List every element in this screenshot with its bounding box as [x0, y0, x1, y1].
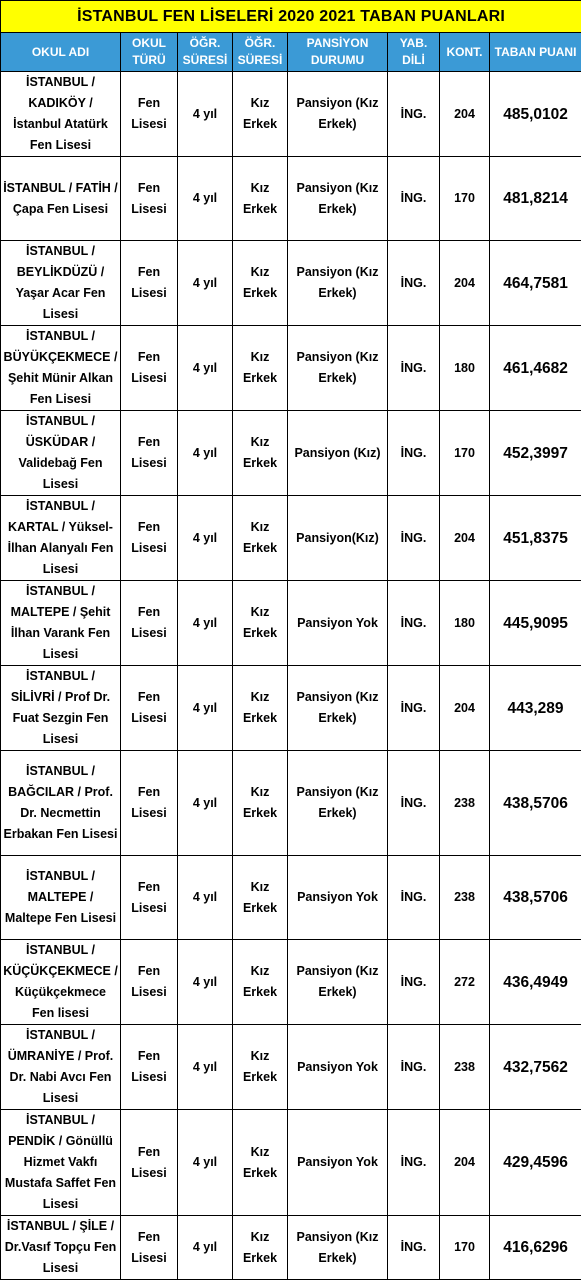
- base-score-cell: 416,6296: [490, 1216, 581, 1280]
- dormitory-cell: Pansiyon (Kız Erkek): [288, 72, 388, 157]
- column-header: PANSİYON DURUMU: [288, 33, 388, 72]
- school-type-cell: Fen Lisesi: [121, 856, 178, 940]
- table-row: [1, 666, 581, 751]
- duration-cell: 4 yıl: [178, 666, 233, 751]
- language-cell: İNG.: [388, 751, 440, 856]
- table-row: [1, 496, 581, 581]
- column-header: ÖĞR. SÜRESİ: [233, 33, 288, 72]
- column-header: ÖĞR. SÜRESİ: [178, 33, 233, 72]
- dormitory-cell: Pansiyon Yok: [288, 856, 388, 940]
- language-cell: İNG.: [388, 1110, 440, 1216]
- school-type-cell: Fen Lisesi: [121, 1110, 178, 1216]
- table-row: [1, 1216, 581, 1280]
- table-row: [1, 940, 581, 1025]
- quota-cell: 180: [440, 581, 490, 666]
- gender-cell: Kız Erkek: [233, 1216, 288, 1280]
- school-type-cell: Fen Lisesi: [121, 940, 178, 1025]
- column-header: KONT.: [440, 33, 490, 72]
- quota-cell: 272: [440, 940, 490, 1025]
- duration-cell: 4 yıl: [178, 157, 233, 241]
- duration-cell: 4 yıl: [178, 411, 233, 496]
- dormitory-cell: Pansiyon Yok: [288, 1025, 388, 1110]
- school-name-cell: İSTANBUL / MALTEPE / Maltepe Fen Lisesi: [1, 856, 121, 940]
- school-name-cell: İSTANBUL / FATİH / Çapa Fen Lisesi: [1, 157, 121, 241]
- gender-cell: Kız Erkek: [233, 940, 288, 1025]
- quota-cell: 170: [440, 157, 490, 241]
- base-score-cell: 451,8375: [490, 496, 581, 581]
- quota-cell: 170: [440, 1216, 490, 1280]
- table-row: [1, 241, 581, 326]
- quota-cell: 204: [440, 72, 490, 157]
- gender-cell: Kız Erkek: [233, 666, 288, 751]
- dormitory-cell: Pansiyon (Kız Erkek): [288, 751, 388, 856]
- gender-cell: Kız Erkek: [233, 411, 288, 496]
- school-name-cell: İSTANBUL / MALTEPE / Şehit İlhan Varank Fen Lisesi: [1, 581, 121, 666]
- base-score-cell: 461,4682: [490, 326, 581, 411]
- duration-cell: 4 yıl: [178, 241, 233, 326]
- language-cell: İNG.: [388, 72, 440, 157]
- base-score-cell: 443,289: [490, 666, 581, 751]
- dormitory-cell: Pansiyon Yok: [288, 581, 388, 666]
- duration-cell: 4 yıl: [178, 496, 233, 581]
- page-title: İSTANBUL FEN LİSELERİ 2020 2021 TABAN PUANLARI: [1, 1, 581, 33]
- gender-cell: Kız Erkek: [233, 326, 288, 411]
- base-score-cell: 436,4949: [490, 940, 581, 1025]
- school-name-cell: İSTANBUL / KADIKÖY / İstanbul Atatürk Fen Lisesi: [1, 72, 121, 157]
- language-cell: İNG.: [388, 496, 440, 581]
- base-score-cell: 481,8214: [490, 157, 581, 241]
- dormitory-cell: Pansiyon (Kız Erkek): [288, 666, 388, 751]
- table-row: [1, 1110, 581, 1216]
- quota-cell: 204: [440, 666, 490, 751]
- duration-cell: 4 yıl: [178, 1110, 233, 1216]
- quota-cell: 204: [440, 241, 490, 326]
- quota-cell: 204: [440, 1110, 490, 1216]
- duration-cell: 4 yıl: [178, 1025, 233, 1110]
- quota-cell: 238: [440, 1025, 490, 1110]
- school-type-cell: Fen Lisesi: [121, 411, 178, 496]
- quota-cell: 204: [440, 496, 490, 581]
- table-row: [1, 751, 581, 856]
- school-type-cell: Fen Lisesi: [121, 241, 178, 326]
- duration-cell: 4 yıl: [178, 1216, 233, 1280]
- language-cell: İNG.: [388, 241, 440, 326]
- base-score-cell: 464,7581: [490, 241, 581, 326]
- base-score-cell: 452,3997: [490, 411, 581, 496]
- gender-cell: Kız Erkek: [233, 72, 288, 157]
- table-row: [1, 157, 581, 241]
- column-header: OKUL TÜRÜ: [121, 33, 178, 72]
- school-name-cell: İSTANBUL / KARTAL / Yüksel-İlhan Alanyalı Fen Lisesi: [1, 496, 121, 581]
- dormitory-cell: Pansiyon (Kız Erkek): [288, 241, 388, 326]
- table-row: [1, 856, 581, 940]
- gender-cell: Kız Erkek: [233, 1110, 288, 1216]
- language-cell: İNG.: [388, 157, 440, 241]
- language-cell: İNG.: [388, 940, 440, 1025]
- base-score-cell: 445,9095: [490, 581, 581, 666]
- gender-cell: Kız Erkek: [233, 1025, 288, 1110]
- base-score-cell: 438,5706: [490, 856, 581, 940]
- dormitory-cell: Pansiyon (Kız Erkek): [288, 1216, 388, 1280]
- dormitory-cell: Pansiyon (Kız Erkek): [288, 940, 388, 1025]
- language-cell: İNG.: [388, 666, 440, 751]
- base-score-cell: 429,4596: [490, 1110, 581, 1216]
- gender-cell: Kız Erkek: [233, 496, 288, 581]
- school-name-cell: İSTANBUL / ÜSKÜDAR / Validebağ Fen Lisesi: [1, 411, 121, 496]
- dormitory-cell: Pansiyon (Kız): [288, 411, 388, 496]
- school-type-cell: Fen Lisesi: [121, 581, 178, 666]
- table-row: [1, 326, 581, 411]
- table-row: [1, 72, 581, 157]
- language-cell: İNG.: [388, 581, 440, 666]
- duration-cell: 4 yıl: [178, 940, 233, 1025]
- quota-cell: 180: [440, 326, 490, 411]
- gender-cell: Kız Erkek: [233, 157, 288, 241]
- dormitory-cell: Pansiyon(Kız): [288, 496, 388, 581]
- school-type-cell: Fen Lisesi: [121, 751, 178, 856]
- school-type-cell: Fen Lisesi: [121, 666, 178, 751]
- school-name-cell: İSTANBUL / BAĞCILAR / Prof. Dr. Necmettin Erbakan Fen Lisesi: [1, 751, 121, 856]
- quota-cell: 238: [440, 856, 490, 940]
- duration-cell: 4 yıl: [178, 326, 233, 411]
- gender-cell: Kız Erkek: [233, 581, 288, 666]
- base-score-cell: 438,5706: [490, 751, 581, 856]
- school-name-cell: İSTANBUL / SİLİVRİ / Prof Dr. Fuat Sezgin Fen Lisesi: [1, 666, 121, 751]
- dormitory-cell: Pansiyon Yok: [288, 1110, 388, 1216]
- language-cell: İNG.: [388, 411, 440, 496]
- base-score-cell: 485,0102: [490, 72, 581, 157]
- column-header: OKUL ADI: [1, 33, 121, 72]
- school-name-cell: İSTANBUL / PENDİK / Gönüllü Hizmet Vakfı Mustafa Saffet Fen Lisesi: [1, 1110, 121, 1216]
- base-score-cell: 432,7562: [490, 1025, 581, 1110]
- gender-cell: Kız Erkek: [233, 751, 288, 856]
- school-type-cell: Fen Lisesi: [121, 1025, 178, 1110]
- table-row: [1, 581, 581, 666]
- dormitory-cell: Pansiyon (Kız Erkek): [288, 326, 388, 411]
- gender-cell: Kız Erkek: [233, 241, 288, 326]
- language-cell: İNG.: [388, 856, 440, 940]
- gender-cell: Kız Erkek: [233, 856, 288, 940]
- header-row: [1, 33, 581, 72]
- language-cell: İNG.: [388, 1216, 440, 1280]
- school-name-cell: İSTANBUL / ŞİLE / Dr.Vasıf Topçu Fen Lisesi: [1, 1216, 121, 1280]
- quota-cell: 170: [440, 411, 490, 496]
- school-name-cell: İSTANBUL / BEYLİKDÜZÜ / Yaşar Acar Fen Lisesi: [1, 241, 121, 326]
- column-header: TABAN PUANI: [490, 33, 581, 72]
- duration-cell: 4 yıl: [178, 856, 233, 940]
- duration-cell: 4 yıl: [178, 72, 233, 157]
- school-type-cell: Fen Lisesi: [121, 72, 178, 157]
- language-cell: İNG.: [388, 326, 440, 411]
- school-name-cell: İSTANBUL / ÜMRANİYE / Prof. Dr. Nabi Avcı Fen Lisesi: [1, 1025, 121, 1110]
- table-row: [1, 411, 581, 496]
- quota-cell: 238: [440, 751, 490, 856]
- school-type-cell: Fen Lisesi: [121, 326, 178, 411]
- duration-cell: 4 yıl: [178, 581, 233, 666]
- school-name-cell: İSTANBUL / BÜYÜKÇEKMECE / Şehit Münir Alkan Fen Lisesi: [1, 326, 121, 411]
- school-type-cell: Fen Lisesi: [121, 1216, 178, 1280]
- school-type-cell: Fen Lisesi: [121, 157, 178, 241]
- school-name-cell: İSTANBUL / KÜÇÜKÇEKMECE / Küçükçekmece Fen lisesi: [1, 940, 121, 1025]
- duration-cell: 4 yıl: [178, 751, 233, 856]
- dormitory-cell: Pansiyon (Kız Erkek): [288, 157, 388, 241]
- column-header: YAB. DİLİ: [388, 33, 440, 72]
- table-row: [1, 1025, 581, 1110]
- school-type-cell: Fen Lisesi: [121, 496, 178, 581]
- language-cell: İNG.: [388, 1025, 440, 1110]
